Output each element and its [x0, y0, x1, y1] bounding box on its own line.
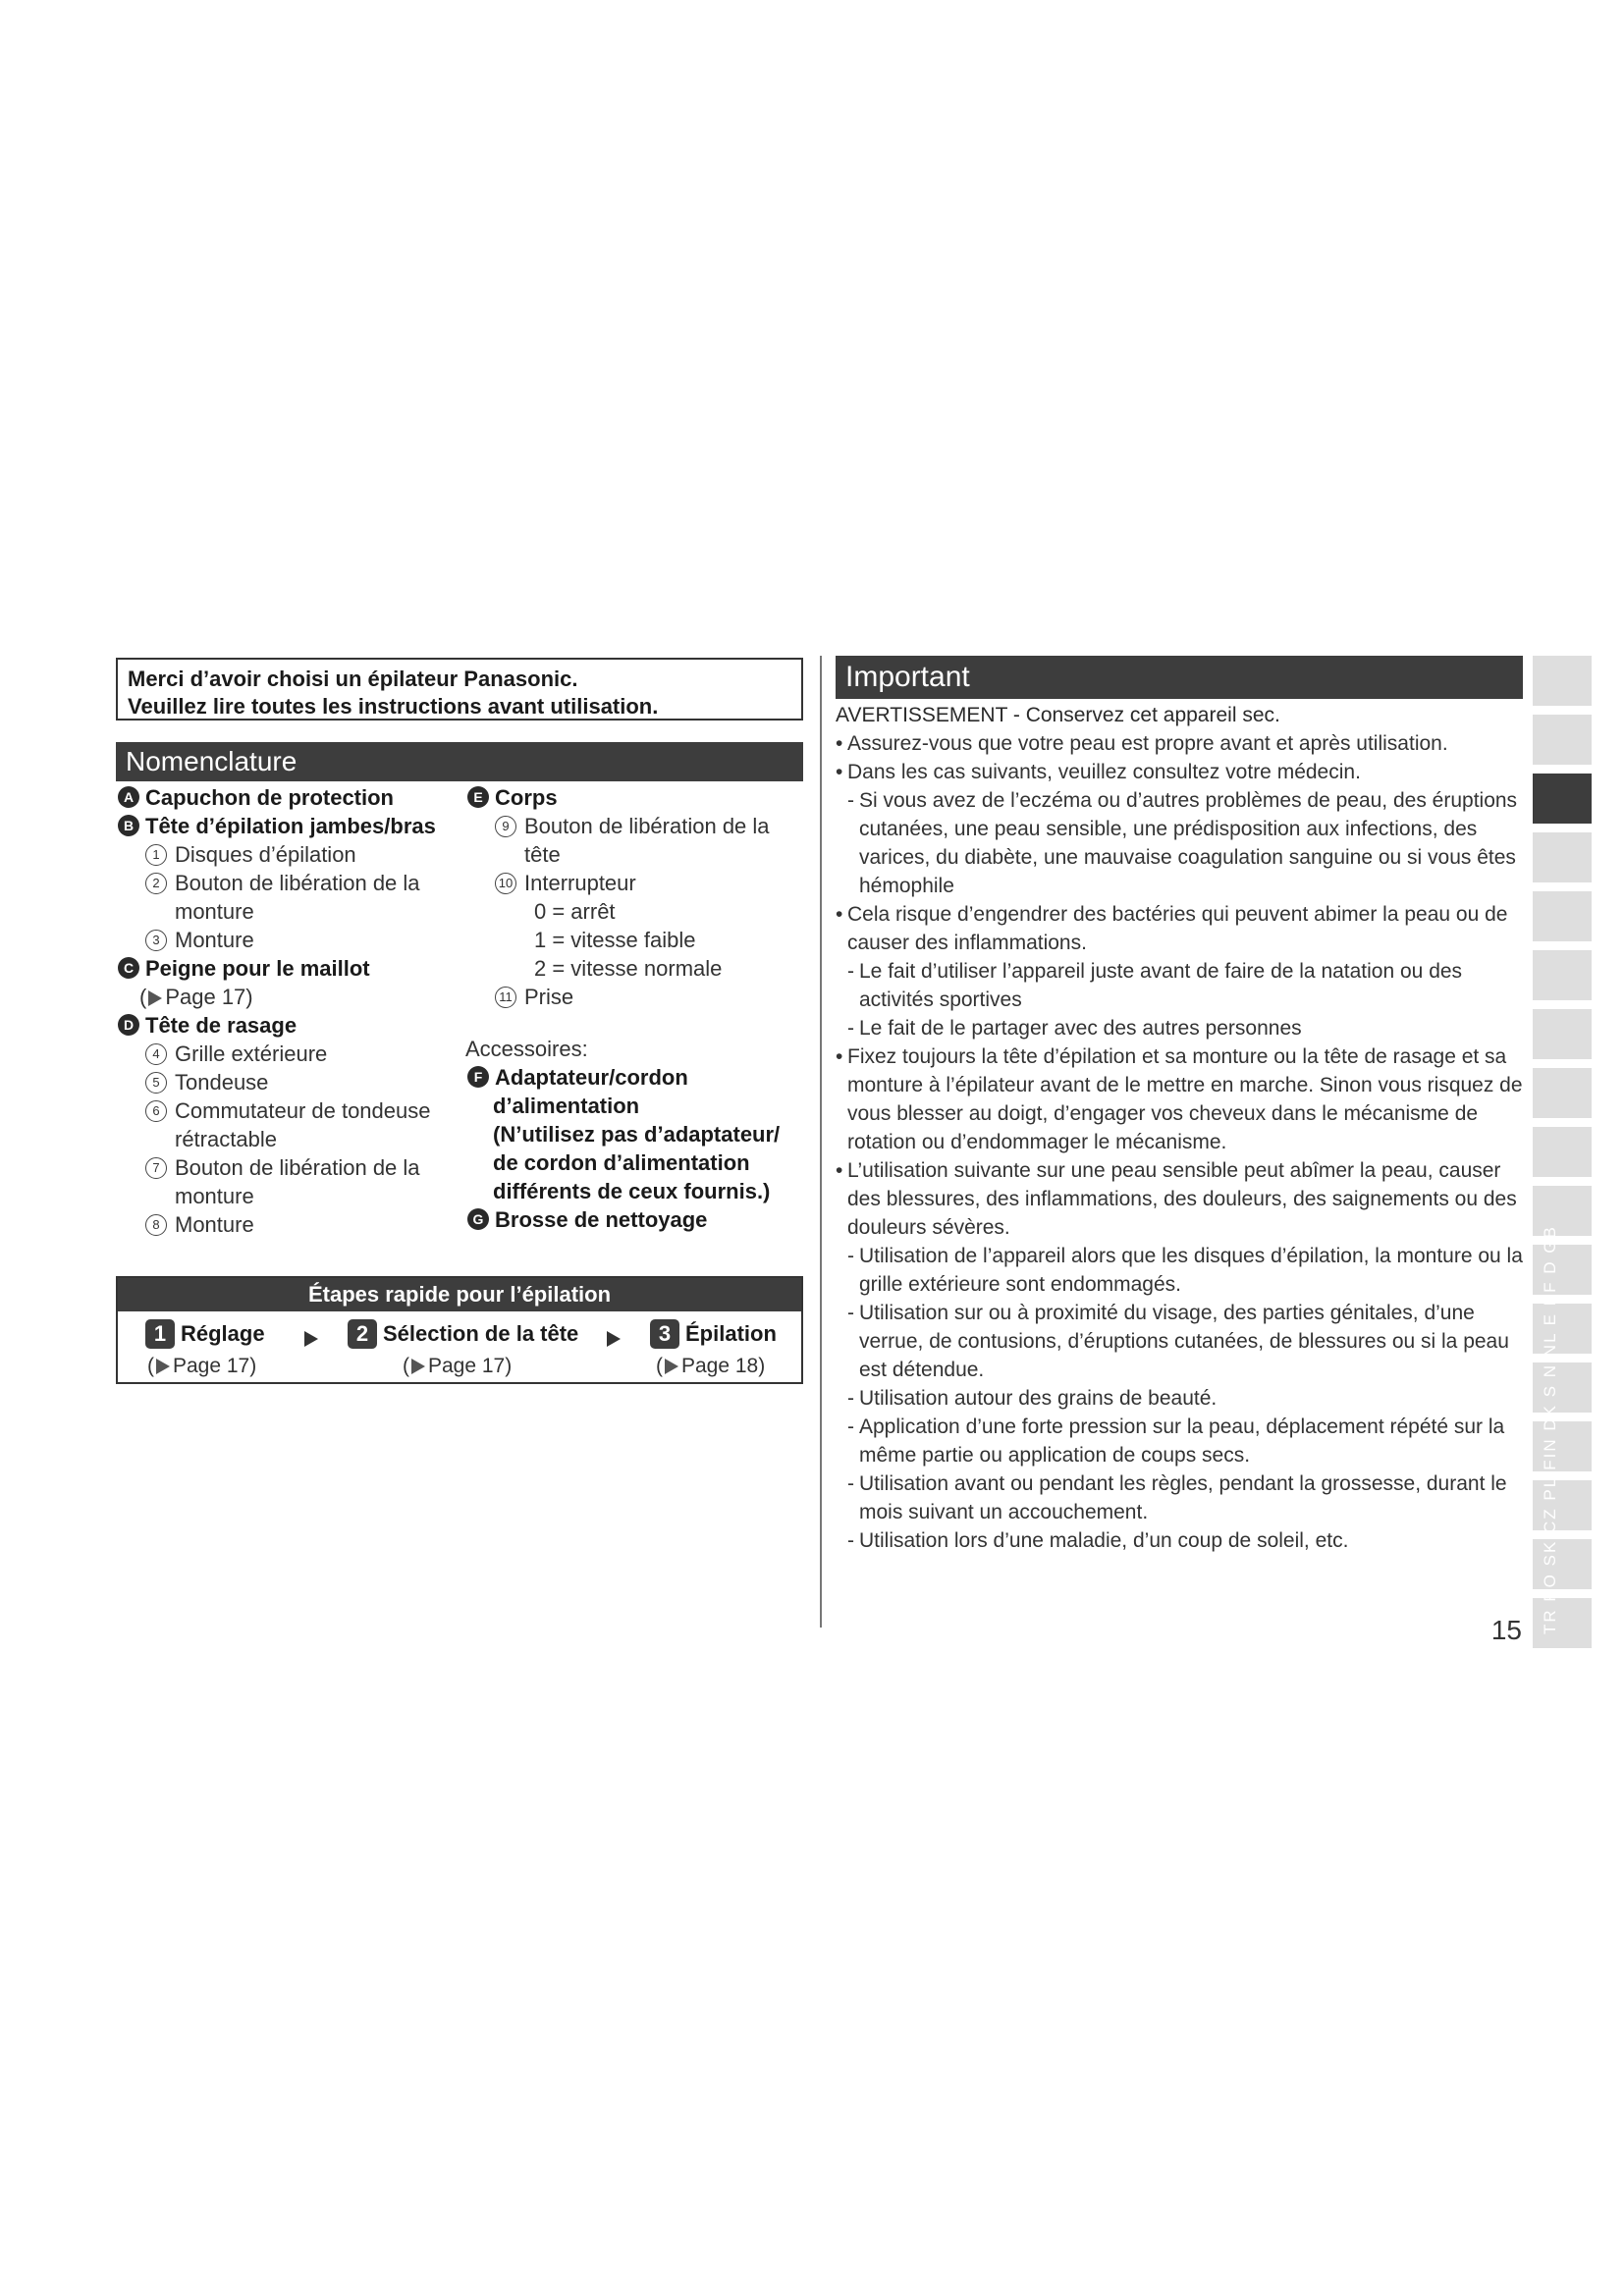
entry-f: F Adaptateur/cordon [465, 1063, 809, 1092]
step-3: 3 Épilation [650, 1319, 777, 1349]
entry-b [116, 812, 450, 840]
step-2-number-icon: 2 [348, 1319, 377, 1349]
language-tab [1533, 1009, 1592, 1059]
accessories-label: Accessoires: [465, 1037, 588, 1061]
number-6-icon: 6 [145, 1100, 167, 1122]
entry-c [116, 954, 450, 983]
step-2: 2 Sélection de la tête [348, 1319, 578, 1349]
intro-line-1: Merci d’avoir choisi un épilateur Panasonic. [128, 667, 578, 691]
page-arrow-icon [665, 1359, 678, 1374]
step-1-page-ref: ( Page 17) [147, 1355, 257, 1377]
step-1-number-icon: 1 [145, 1319, 175, 1349]
dash-item: - Utilisation autour des grains de beauté. [847, 1387, 1218, 1410]
step-3-number-icon: 3 [650, 1319, 679, 1349]
language-tab [1533, 950, 1592, 1000]
nomenclature-header: Nomenclature [116, 742, 803, 781]
letter-f-icon: F [467, 1066, 489, 1088]
intro-line-2: Veuillez lire toutes les instructions avant utilisation. [128, 694, 659, 719]
step-3-page-ref: ( Page 18) [656, 1355, 766, 1377]
letter-e-icon: E [467, 786, 489, 808]
number-4-icon: 4 [145, 1043, 167, 1065]
column-divider [820, 656, 822, 1628]
page-number: 15 [1490, 1615, 1522, 1645]
dash-item: - Utilisation lors d’une maladie, d’un coup de soleil, etc. [847, 1529, 1349, 1552]
step-arrow-icon [304, 1331, 318, 1347]
item-6: 6 Commutateur de tondeuse rétractable [116, 1096, 450, 1153]
item-4: 4 Grille extérieure [116, 1040, 450, 1068]
language-tab [1533, 832, 1592, 882]
bullet-item: • Fixez toujours la tête d’épilation et sa monture ou la tête de rasage et sa monture à l’épilateur avant de le mettre en marche. Sinon vous risquez de vous blesser au doigt, d’engager vos cheveux dans le mécanisme de rotation ou d’endommager le mécanisme. [836, 1045, 1523, 1153]
entry-g-label: Brosse de nettoyage [495, 1207, 708, 1232]
dash-item: - Le fait de le partager avec des autres personnes [847, 1017, 1302, 1040]
nomenclature-right-column: E Corps 9 Bouton de libération de la tête 10 Interrupteur 0 = arrêt 1 = vitesse faible 2 = vitesse normale 11 Prise Accessoires: F Adaptateur/cordon d’alimentation (N’utilisez pas d’adaptateur/ de cordon d’alimentation différents de ceux fournis.) G Brosse de nettoyage [465, 783, 809, 1234]
item-2: 2 Bouton de libération de la monture [116, 869, 450, 926]
language-tab-active [1533, 774, 1592, 824]
entry-d [116, 1011, 450, 1040]
entry-c-label: Peigne pour le maillot [145, 956, 370, 981]
entry-g [465, 1205, 809, 1234]
letter-d-icon: D [118, 1014, 139, 1036]
switch-setting-1: 1 = vitesse faible [534, 928, 696, 952]
entry-c-page-ref: ( Page 17) [139, 985, 253, 1009]
language-codes: TR RO SK CZ PL FIN DK S N NL E I F D GB [1541, 1225, 1559, 1634]
language-tab [1533, 715, 1592, 765]
letter-c-icon: C [118, 957, 139, 979]
language-tab [1533, 656, 1592, 706]
important-body [836, 701, 1523, 1555]
quick-steps-box [116, 1276, 803, 1384]
dash-item: - Utilisation avant ou pendant les règles, pendant la grossesse, durant le mois suivant un accouchement. [847, 1472, 1507, 1523]
number-10-icon: 10 [495, 873, 516, 894]
dash-item: - Si vous avez de l’eczéma ou d’autres problèmes de peau, des éruptions cutanées, une peau sensible, une prédisposition aux infections, des varices, du diabète, une mauvaise coagulation sanguine ou si vous êtes hémophile [847, 789, 1518, 897]
entry-d-label: Tête de rasage [145, 1013, 298, 1038]
bullet-item: • Cela risque d’engendrer des bactéries qui peuvent abimer la peau ou de causer des inflammations. [836, 903, 1508, 954]
intro-box [116, 658, 803, 721]
language-tab [1533, 891, 1592, 941]
item-7: 7 Bouton de libération de la monture [116, 1153, 450, 1210]
important-header: Important [836, 656, 1523, 699]
switch-setting-2: 2 = vitesse normale [534, 956, 723, 981]
dash-item: - Utilisation sur ou à proximité du visage, des parties génitales, d’une verrue, de contusions, d’éruptions cutanées, de blessures ou si la peau est détendue. [847, 1302, 1509, 1381]
page-arrow-icon [156, 1359, 170, 1374]
page-arrow-icon [148, 990, 162, 1006]
item-10: 10 Interrupteur [465, 869, 809, 897]
number-7-icon: 7 [145, 1157, 167, 1179]
number-3-icon: 3 [145, 930, 167, 951]
number-5-icon: 5 [145, 1072, 167, 1094]
bullet-item: • Assurez-vous que votre peau est propre avant et après utilisation. [836, 732, 1448, 755]
number-8-icon: 8 [145, 1214, 167, 1236]
step-arrow-icon [607, 1331, 621, 1347]
warning-text: AVERTISSEMENT - Conservez cet appareil sec. [836, 704, 1280, 726]
number-1-icon: 1 [145, 844, 167, 866]
step-1: 1 Réglage [145, 1319, 265, 1349]
dash-item: - Utilisation de l’appareil alors que les disques d’épilation, la monture ou la grille extérieure sont endommagés. [847, 1245, 1523, 1296]
number-2-icon: 2 [145, 873, 167, 894]
language-tab [1533, 1127, 1592, 1177]
item-3: 3 Monture [116, 926, 450, 954]
entry-a-label: Capuchon de protection [145, 785, 394, 810]
letter-a-icon: A [118, 786, 139, 808]
item-11: 11 Prise [465, 983, 809, 1011]
switch-setting-0: 0 = arrêt [534, 899, 616, 924]
letter-b-icon: B [118, 815, 139, 836]
nomenclature-left-column [116, 783, 450, 1239]
entry-b-label: Tête d’épilation jambes/bras [145, 814, 436, 838]
number-11-icon: 11 [495, 987, 516, 1008]
letter-g-icon: G [467, 1208, 489, 1230]
entry-e-label: Corps [495, 785, 558, 810]
entry-e [465, 783, 809, 812]
item-9: 9 Bouton de libération de la tête [465, 812, 809, 869]
entry-a [116, 783, 450, 812]
step-2-page-ref: ( Page 17) [403, 1355, 513, 1377]
number-9-icon: 9 [495, 816, 516, 837]
dash-item: - Le fait d’utiliser l’appareil juste avant de faire de la natation ou des activités sportives [847, 960, 1463, 1011]
item-1: 1 Disques d’épilation [116, 840, 450, 869]
item-5: 5 Tondeuse [116, 1068, 450, 1096]
quick-steps-title: Étapes rapide pour l’épilation [118, 1278, 801, 1311]
language-tab [1533, 1068, 1592, 1118]
page-arrow-icon [411, 1359, 425, 1374]
item-8: 8 Monture [116, 1210, 450, 1239]
bullet-item: • L’utilisation suivante sur une peau sensible peut abîmer la peau, causer des blessures, des inflammations, des douleurs, des saignements ou des douleurs sévères. [836, 1159, 1517, 1239]
dash-item: - Application d’une forte pression sur la peau, déplacement répété sur la même partie ou application de coups secs. [847, 1415, 1505, 1467]
bullet-item: • Dans les cas suivants, veuillez consultez votre médecin. [836, 761, 1361, 783]
